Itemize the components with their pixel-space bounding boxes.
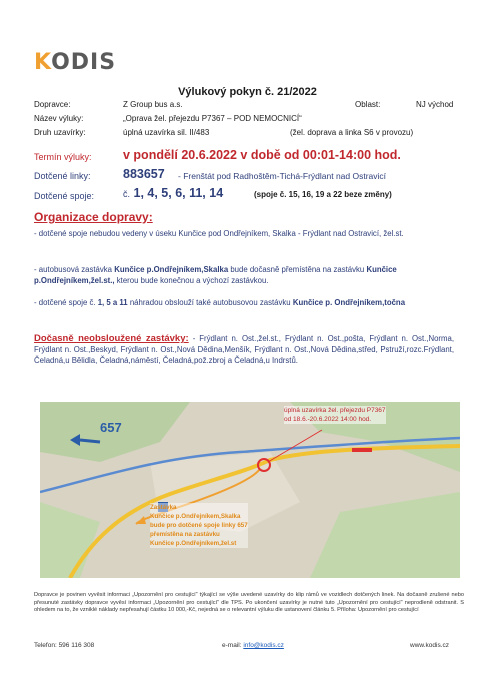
spoje-note: (spoje č. 15, 16, 19 a 22 beze změny) [254, 190, 392, 199]
spoje-numbers [123, 186, 223, 200]
neobsluzene-zastavky [34, 333, 454, 366]
footer-email [222, 642, 284, 649]
linky-label: Dotčené linky: [34, 171, 91, 181]
nazev-value: „Oprava žel. přejezdu P7367 – POD NEMOCNICÍ“ [123, 114, 302, 123]
termin-value: v pondělí 20.6.2022 v době od 00:01-14:00 hod. [123, 148, 401, 162]
p3-text-a: - dotčené spoje č. [34, 298, 96, 307]
oblast-value: NJ východ [416, 100, 454, 109]
dopravce-value: Z Group bus a.s. [123, 100, 183, 109]
druh-note: (žel. doprava a linka S6 v provozu) [290, 128, 414, 137]
stop-note-line-4: přemístěna na zastávku [150, 531, 220, 538]
druh-value: úplná uzavírka sil. II/483 [123, 128, 210, 137]
line-657-label: 657 [100, 420, 122, 435]
organizace-paragraph-2 [34, 264, 454, 286]
neobsluzene-heading: Dočasně neobsloužené zastávky: [34, 333, 189, 344]
closure-barrier [352, 448, 372, 452]
footer-legal-note: Dopravce je povinen vyvěsit informaci „Upozornění pro cestující“ týkající se výše uvedené uzavírky do klip rámů ve vozidlech dotčených linek. Na dočasně zrušené nebo přesunuté zastávky dopravce vyvěsí informaci „Upozornění pro cestující“ dle TPS. Po ukončení uzavírky je nutné tuto „Upozornění pro cestující“ neprodleně odstranit. S ohledem na to, že vzniklé náklady nepřesahují částku 10 000,-Kč, nejedná se o relevantní výluku dle ustanovení článku 5. Příloha: Upozornění pro cestující [34, 592, 464, 614]
organizace-paragraph-3 [34, 297, 454, 308]
p2-text-e: kterou bude konečnou a výchozí zastávkou. [116, 276, 269, 285]
p2-text-a: - autobusová zastávka [34, 265, 113, 274]
footer-web[interactable]: www.kodis.cz [410, 642, 450, 649]
stop-note-line-2: Kunčice p.Ondřejníkem,Skalka [150, 513, 241, 520]
linky-number: 883657 [123, 167, 165, 181]
termin-label: Termín výluky: [34, 152, 92, 162]
line-657-arrow-shaft [80, 440, 100, 442]
nazev-label: Název výluky: [34, 114, 84, 123]
p3-text-c: náhradou obslouží také autobusovou zastávku [129, 298, 291, 307]
footer-email-label: e-mail: [222, 642, 242, 649]
dopravce-label: Dopravce: [34, 100, 71, 109]
stop-relocation-note [150, 503, 248, 548]
oblast-label: Oblast: [355, 100, 381, 109]
neobsluzene-list: - Frýdlant n. Ost.,žel.st., Frýdlant n. Ost.,pošta, Frýdlant n. Ost.,Norma, Frýdlant n. Ost.,Beskyd, Frýdlant n. Ost.,Nová Dědina,Menšík, Frýdlant n. Ost.,Nová Dědina,střed, Pstruží,rozc.Frýdlant, Čeladná,u Bělidla, Čeladná,náměstí, Čeladná,pož.zbroj a Čeladná,u Indrstů. [34, 334, 455, 365]
route-map [40, 402, 460, 578]
footer-email-link[interactable]: info@kodis.cz [243, 642, 284, 649]
closure-label-line-2: od 18.6.-20.6.2022 14:00 hod. [284, 416, 372, 423]
spoje-label: Dotčené spoje: [34, 191, 95, 201]
spoje-list: 1, 4, 5, 6, 11, 14 [133, 186, 224, 200]
organizace-heading: Organizace dopravy: [34, 210, 153, 224]
stop-note-line-5: Kunčice p.Ondřejníkem,žel.st [150, 540, 237, 547]
p2-text-c: bude dočasně přemístěna na zastávku [230, 265, 365, 274]
stop-note-line-3: bude pro dotčené spoje linky 657 [150, 522, 248, 529]
p2-stop-skalka: Kunčice p.Ondřejníkem,Skalka [114, 265, 229, 274]
linky-description: - Frenštát pod Radhoštěm-Tichá-Frýdlant nad Ostravicí [178, 171, 387, 181]
page-title: Výlukový pokyn č. 21/2022 [178, 86, 317, 98]
kodis-logo: KODIS [34, 50, 117, 75]
closure-label-line-1: úplná uzavírka žel. přejezdu P7367 [284, 407, 386, 414]
p3-stop-tocna: Kunčice p. Ondřejníkem,točna [292, 298, 406, 307]
footer-phone: Telefon: 596 116 308 [34, 642, 95, 649]
p3-spoje: 1, 5 a 11 [97, 298, 128, 307]
closure-label [284, 406, 386, 424]
druh-label: Druh uzavírky: [34, 128, 86, 137]
p2-stop-zelst: Kunčice p.Ondřejníkem,žel.st., [34, 265, 397, 285]
spoje-prefix: č. [123, 189, 131, 199]
stop-note-line-1: Zastávka [150, 504, 177, 511]
organizace-paragraph-1: - dotčené spoje nebudou vedeny v úseku Kunčice pod Ondřejníkem, Skalka - Frýdlant nad Ostravicí, žel.st. [34, 229, 404, 238]
